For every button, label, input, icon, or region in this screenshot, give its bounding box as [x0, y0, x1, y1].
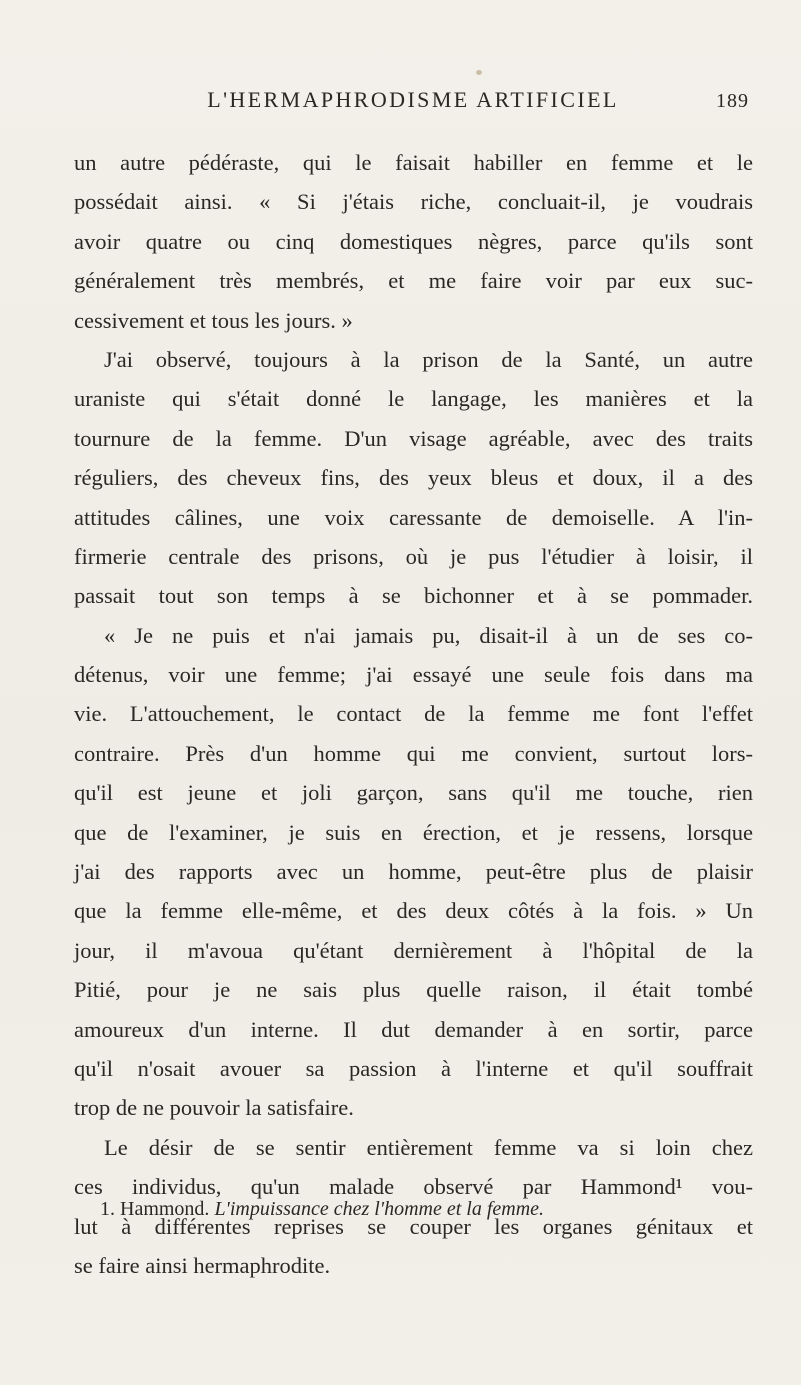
text-line: amoureux d'un interne. Il dut demander à en sortir, parce [74, 1016, 753, 1042]
text-line: un autre pédéraste, qui le faisait habiller en femme et le [74, 150, 753, 175]
body-text [74, 143, 753, 1285]
text-line: uraniste qui s'était donné le langage, les manières et la [74, 386, 753, 412]
text-line: possédait ainsi. « Si j'étais riche, concluait-il, je voudrais [74, 189, 753, 215]
text-line: firmerie centrale des prisons, où je pus l'étudier à loisir, il [74, 543, 753, 569]
text-line: détenus, voir une femme; j'ai essayé une seule fois dans ma [74, 662, 753, 688]
footnote-author: Hammond. [120, 1198, 210, 1220]
text-line: passait tout son temps à se bichonner et à se pommader. [74, 583, 753, 609]
text-line: trop de ne pouvoir la satisfaire. [74, 1095, 354, 1121]
text-line: que la femme elle-même, et des deux côtés à la fois. » Un [74, 898, 753, 924]
text-line: Le désir de se sentir entièrement femme va si loin chez [104, 1134, 753, 1160]
text-line: J'ai observé, toujours à la prison de la Santé, un autre [104, 346, 753, 372]
paper-speck [476, 70, 482, 75]
text-line: cessivement et tous les jours. » [74, 307, 353, 333]
footnote-title: L'impuissance chez l'homme et la femme. [214, 1198, 545, 1220]
text-line: qu'il est jeune et joli garçon, sans qu'il me touche, rien [74, 780, 753, 806]
text-line: Pitié, pour je ne sais plus quelle raison, il était tombé [74, 977, 753, 1003]
text-line: jour, il m'avoua qu'étant dernièrement à l'hôpital de la [74, 937, 753, 963]
page-number: 189 [716, 90, 749, 112]
text-line: réguliers, des cheveux fins, des yeux bleus et doux, il a des [74, 465, 753, 491]
text-line: lut à différentes reprises se couper les organes génitaux et [74, 1213, 753, 1239]
footnote-marker: 1. [100, 1198, 115, 1220]
text-line: j'ai des rapports avec un homme, peut-être plus de plaisir [74, 859, 753, 885]
text-line: que de l'examiner, je suis en érection, et je ressens, lorsque [74, 819, 753, 845]
text-line: se faire ainsi hermaphrodite. [74, 1252, 331, 1278]
running-title: L'HERMAPHRODISME ARTIFICIEL [207, 87, 619, 112]
text-line: ces individus, qu'un malade observé par Hammond¹ vou- [74, 1174, 753, 1200]
text-line: vie. L'attouchement, le contact de la femme me font l'effet [74, 701, 753, 727]
text-line: qu'il n'osait avouer sa passion à l'interne et qu'il souffrait [74, 1055, 753, 1081]
text-line: avoir quatre ou cinq domestiques nègres, parce qu'ils sont [74, 228, 753, 254]
footnote [100, 1195, 760, 1223]
text-line: contraire. Près d'un homme qui me convient, surtout lors- [74, 740, 753, 766]
text-line: attitudes câlines, une voix caressante de demoiselle. A l'in- [74, 504, 753, 530]
text-line: « Je ne puis et n'ai jamais pu, disait-il à un de ses co- [104, 622, 753, 648]
text-line: généralement très membrés, et me faire voir par eux suc- [74, 268, 753, 294]
running-head [74, 87, 749, 121]
text-line: tournure de la femme. D'un visage agréable, avec des traits [74, 425, 753, 451]
